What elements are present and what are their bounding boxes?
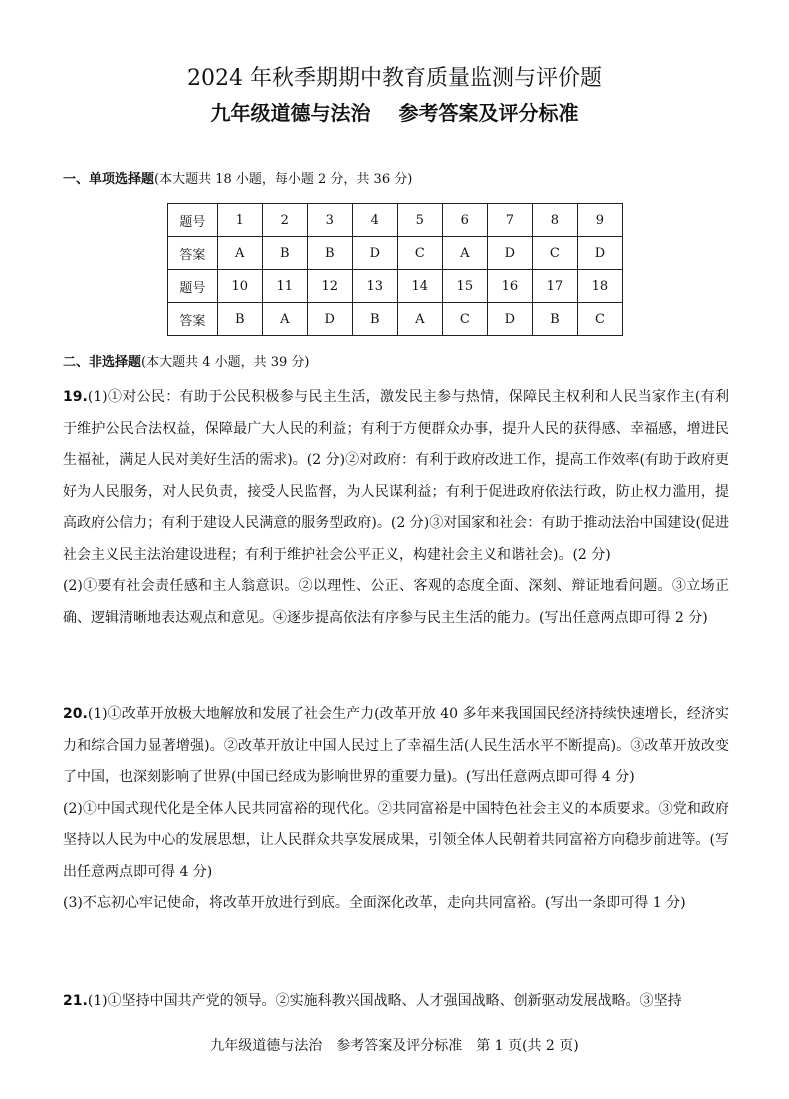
table-cell: D <box>487 303 532 336</box>
table-cell: B <box>307 237 352 270</box>
table-cell: 2 <box>262 204 307 237</box>
table-cell: 10 <box>217 270 262 303</box>
table-cell: B <box>262 237 307 270</box>
row-label-question: 题号 <box>168 204 218 237</box>
answer-text: (2)①要有社会责任感和主人翁意识。②以理性、公正、客观的态度全面、深刻、辩证地看问题。③立场正确、逻辑清晰地表达观点和意见。④逐步提高依法有序参与民主生活的能力。(写出任意两点即可得 2 分) <box>63 578 729 626</box>
table-cell: A <box>262 303 307 336</box>
table-row-answers-2 <box>168 303 623 336</box>
answer-text: (1)①对公民：有助于公民积极参与民主生活，激发民主参与热情，保障民主权利和人民当家作主(有利于维护公民合法权益，保障最广大人民的利益；有利于方便群众办事，提升人民的获得感、幸福感，增进民生福祉，满足人民对美好生活的需求)。(2 分)②对政府：有利于政府改进工作，提高工作效率(有助于政府更好为人民服务，对人民负责，接受人民监督，为人民谋利益；有利于促进政府依法行政，防止权力滥用，提高政府公信力；有利于建设人民满意的服务型政府)。(2 分)③对国家和社会：有助于推动法治中国建设(促进社会主义民主法治建设进程；有利于维护社会公平正义，构建社会主义和谐社会)。(2 分) <box>63 389 729 563</box>
answer-key-label: 参考答案及评分标准 <box>398 101 579 125</box>
table-cell: 16 <box>487 270 532 303</box>
table-cell: 5 <box>397 204 442 237</box>
table-row-answers-1 <box>168 237 623 270</box>
section2-heading <box>63 353 310 373</box>
row-label-answer: 答案 <box>168 237 218 270</box>
question-19 <box>63 382 729 634</box>
table-cell: 14 <box>397 270 442 303</box>
table-cell: A <box>442 237 487 270</box>
row-label-answer: 答案 <box>168 303 218 336</box>
answer-text: (3)不忘初心牢记使命，将改革开放进行到底。全面深化改革，走向共同富裕。(写出一条即可得 1 分) <box>63 895 686 911</box>
row-label-question: 题号 <box>168 270 218 303</box>
table-row-question-numbers-2 <box>168 270 623 303</box>
document-subtitle <box>0 98 789 128</box>
q20-part2 <box>63 794 729 889</box>
table-cell: 7 <box>487 204 532 237</box>
question-number: 19. <box>63 389 88 405</box>
table-cell: 17 <box>532 270 577 303</box>
table-cell: C <box>397 237 442 270</box>
q19-part2 <box>63 571 729 634</box>
table-cell: 4 <box>352 204 397 237</box>
question-number: 20. <box>63 706 88 722</box>
table-cell: C <box>577 303 622 336</box>
table-cell: 11 <box>262 270 307 303</box>
question-20 <box>63 699 729 920</box>
table-cell: B <box>217 303 262 336</box>
section1-heading <box>63 170 412 190</box>
section1-title: 一、单项选择题 <box>63 172 155 187</box>
table-cell: D <box>307 303 352 336</box>
table-cell: D <box>577 237 622 270</box>
section2-note: (本大题共 4 小题，共 39 分) <box>141 355 310 370</box>
table-cell: B <box>352 303 397 336</box>
table-cell: A <box>397 303 442 336</box>
question-number: 21. <box>63 993 88 1009</box>
q19-part1 <box>63 382 729 571</box>
section2-title: 二、非选择题 <box>63 355 142 370</box>
answer-text: (2)①中国式现代化是全体人民共同富裕的现代化。②共同富裕是中国特色社会主义的本质要求。③党和政府坚持以人民为中心的发展思想，让人民群众共享发展成果，引领全体人民朝着共同富裕方向稳步前进等。(写出任意两点即可得 4 分) <box>63 800 729 880</box>
table-cell: 3 <box>307 204 352 237</box>
table-cell: 6 <box>442 204 487 237</box>
section1-note: (本大题共 18 小题，每小题 2 分，共 36 分) <box>154 172 413 187</box>
page-footer: 九年级道德与法治 参考答案及评分标准 第 1 页(共 2 页) <box>210 1038 579 1054</box>
table-cell: 1 <box>217 204 262 237</box>
q20-part3 <box>63 888 729 920</box>
table-cell: B <box>532 303 577 336</box>
table-cell: 12 <box>307 270 352 303</box>
answer-text: (1)①坚持中国共产党的领导。②实施科教兴国战略、人才强国战略、创新驱动发展战略。③坚持 <box>87 993 682 1009</box>
table-cell: 8 <box>532 204 577 237</box>
table-cell: D <box>487 237 532 270</box>
q20-part1 <box>63 699 729 794</box>
table-cell: 15 <box>442 270 487 303</box>
answer-table <box>167 203 623 336</box>
subject-name: 九年级道德与法治 <box>210 101 371 125</box>
table-cell: C <box>442 303 487 336</box>
table-cell: 13 <box>352 270 397 303</box>
table-cell: A <box>217 237 262 270</box>
question-21 <box>63 986 729 1018</box>
answer-text: (1)①改革开放极大地解放和发展了社会生产力(改革开放 40 多年来我国国民经济持续快速增长，经济实力和综合国力显著增强)。②改革开放让中国人民过上了幸福生活(人民生活水平不断提高)。③改革开放改变了中国，也深刻影响了世界(中国已经成为影响世界的重要力量)。(写出任意两点即可得 4 分) <box>63 706 729 785</box>
table-cell: C <box>532 237 577 270</box>
table-cell: 9 <box>577 204 622 237</box>
q21-part1 <box>63 986 729 1018</box>
table-cell: 18 <box>577 270 622 303</box>
table-row-question-numbers-1 <box>168 204 623 237</box>
exam-title: 2024 年秋季期期中教育质量监测与评价题 <box>187 66 602 91</box>
table-cell: D <box>352 237 397 270</box>
